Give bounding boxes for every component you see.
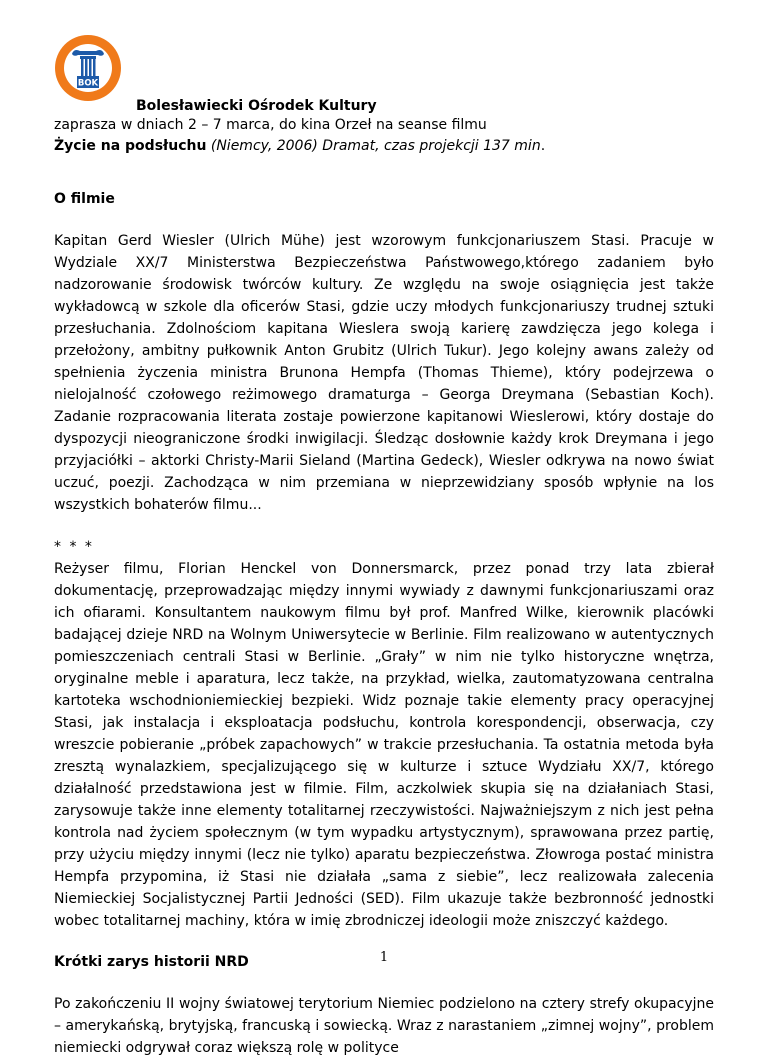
film-meta-end: . (540, 138, 546, 154)
page-number: 1 (379, 950, 389, 965)
intro-block (54, 115, 714, 157)
film-title: Życie na podsłuchu (54, 138, 207, 154)
bok-logo-graphic (54, 34, 122, 102)
history-heading: Krótki zarys historii NRD (54, 954, 249, 970)
film-meta: (Niemcy, 2006) Dramat, czas projekcji 137 min (206, 138, 541, 154)
about-heading: O filmie (54, 191, 115, 207)
bok-logo (54, 34, 122, 102)
section-separator: * * * (54, 539, 94, 555)
about-paragraph: Kapitan Gerd Wiesler (Ulrich Mühe) jest wzorowym funkcjonariuszem Stasi. Pracuje w Wydziale XX/7 Ministerstwa Bezpieczeństwa Państwowego,którego zadaniem było nadzorowanie środowisk twórców kultury. Ze względu na swoje osiągnięcia jest także wykładowcą w szkole dla oficerów Stasi, gdzie uczy młodych funkcjonariuszy trudnej sztuki przesłuchania. Zdolnościom kapitana Wieslera swoją karierę zawdzięcza jego kolega i przełożony, ambitny pułkownik Anton Grubitz (Ulrich Tukur). Jego kolejny awans zależy od spełnienia życzenia ministra Brunona Hempfa (Thomas Thieme), który podejrzewa o nielojalność czołowego reżimowego dramaturga – Georga Dreymana (Sebastian Koch). Zadanie rozpracowania literata zostaje powierzone kapitanowi Wieslerowi, który dostaje do dyspozycji nieograniczone środki inwigilacji. Śledząc dosłownie każdy krok Dreymana i jego przyjaciółki – aktorki Christy-Marii Sieland (Martina Gedeck), Wiesler odkrywa na nowo świat uczuć, poezji. Zachodząca w nim przemiana w nieprzewidziany sposób wpłynie na los wszystkich bohaterów filmu... (54, 233, 714, 513)
organization-name: Bolesławiecki Ośrodek Kultury (136, 98, 377, 114)
director-paragraph: Reżyser filmu, Florian Henckel von Donnersmarck, przez ponad trzy lata zbierał dokumentację, przeprowadzając między innymi wywiady z dawnymi funkcjonariuszami oraz ich ofiarami. Konsultantem naukowym filmu był prof. Manfred Wilke, kierownik placówki badającej dzieje NRD na Wolnym Uniwersytecie w Berlinie. Film realizowano w autentycznych pomieszczeniach centrali Stasi w Berlinie. „Grały” w nim nie tylko historyczne wnętrza, oryginalne meble i aparatura, lecz także, na przykład, wielka, zautomatyzowana centralna kartoteka wschodnioniemieckiej bezpieki. Widz poznaje takie elementy pracy operacyjnej Stasi, jak instalacja i eksploatacja podsłuchu, kontrola korespondencji, obserwacja, czy wreszcie pobieranie „próbek zapachowych” w trakcie przesłuchania. Ta ostatnia metoda była zresztą wynalazkiem, specjalizującego się w kulturze i sztuce Wydziału XX/7, którego działalność przedstawiona jest w filmie. Film, aczkolwiek skupia się na działaniach Stasi, zarysowuje także inne elementy totalitarnej rzeczywistości. Najważniejszym z nich jest pełna kontrola nad życiem społecznym (w tym wypadku artystycznym), sprawowana przez partię, przy użyciu między innymi (lecz nie tylko) aparatu bezpieczeństwa. Złowroga postać ministra Hempfa przypomina, iż Stasi nie działała „sama z siebie”, lecz realizowała zalecenia Niemieckiej Socjalistycznej Partii Jedności (SED). Film ukazuje także bezbronność jednostki wobec totalitarnej machiny, która w imię zbrodniczej ideologii może zniszczyć każdego. (54, 561, 714, 929)
document-body (54, 189, 714, 1059)
history-paragraph: Po zakończeniu II wojny światowej terytorium Niemiec podzielono na cztery strefy okupacyjne – amerykańską, brytyjską, francuską i sowiecką. Wraz z narastaniem „zimnej wojny”, problem niemiecki odgrywał coraz większą rolę w polityce (54, 996, 714, 1056)
film-info-line (54, 136, 714, 157)
logo-text: BOK (77, 78, 99, 89)
invitation-line: zaprasza w dniach 2 – 7 marca, do kina Orzeł na seanse filmu (54, 117, 487, 133)
